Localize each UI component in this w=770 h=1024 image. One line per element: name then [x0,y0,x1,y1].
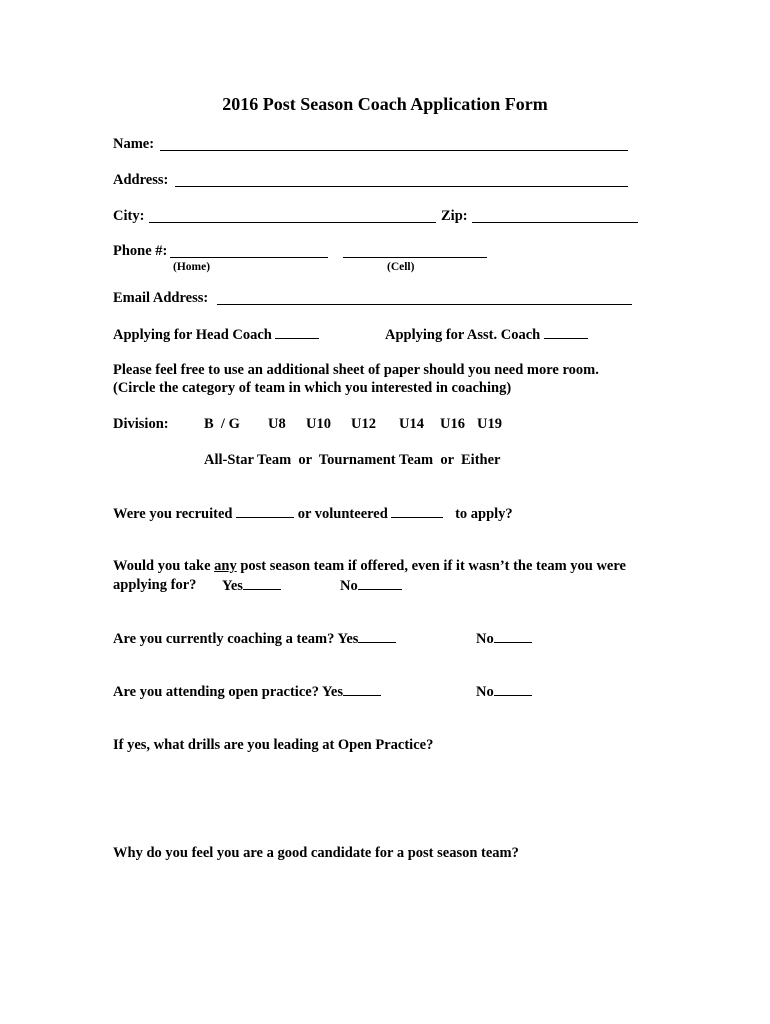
head-coach-label: Applying for Head Coach [113,326,319,344]
email-field[interactable] [217,304,632,305]
phone-cell-caption: (Cell) [387,261,415,273]
instruction-line-2: (Circle the category of team in which you interested in coaching) [113,380,512,396]
coaching-no: No [476,630,532,648]
phone-cell-field[interactable] [343,257,487,258]
phone-label: Phone #: [113,243,168,259]
division-age-u14[interactable]: U14 [399,416,424,432]
phone-home-caption: (Home) [173,261,211,273]
head-coach-blank[interactable] [275,326,319,339]
any-team-no-blank[interactable] [358,577,402,590]
recruited-blank[interactable] [236,505,294,518]
zip-label: Zip: [441,208,468,224]
division-age-u16[interactable]: U16 [440,416,465,432]
instruction-line-1: Please feel free to use an additional sheet of paper should you need more room. [113,362,599,378]
practice-no-blank[interactable] [494,683,532,696]
coaching-yes-blank[interactable] [358,630,396,643]
city-label: City: [113,208,145,224]
division-gender[interactable]: B / G [204,416,240,432]
coaching-no-blank[interactable] [494,630,532,643]
name-label: Name: [113,136,155,152]
any-team-yes-blank[interactable] [243,577,281,590]
division-age-u12[interactable]: U12 [351,416,376,432]
coaching-question: Are you currently coaching a team? Yes [113,630,396,648]
team-type-options[interactable]: All-Star Team or Tournament Team or Either [204,452,501,468]
any-team-yes: Yes [222,577,281,595]
form-title: 2016 Post Season Coach Application Form [222,94,548,114]
zip-field[interactable] [472,222,638,223]
any-team-question: Would you take any post season team if offered, even if it wasn’t the team you were [113,558,626,574]
name-field[interactable] [160,150,628,151]
city-field[interactable] [149,222,436,223]
any-team-no: No [340,577,402,595]
address-field[interactable] [175,186,628,187]
volunteered-blank[interactable] [391,505,443,518]
asst-coach-label: Applying for Asst. Coach [385,326,588,344]
division-label: Division: [113,416,169,432]
address-label: Address: [113,172,169,188]
practice-yes-blank[interactable] [343,683,381,696]
practice-no: No [476,683,532,701]
division-age-u19[interactable]: U19 [477,416,502,432]
email-label: Email Address: [113,290,209,306]
any-team-question-cont: applying for? [113,577,197,593]
practice-question: Are you attending open practice? Yes [113,683,381,701]
drills-question: If yes, what drills are you leading at Open Practice? [113,737,434,753]
division-age-u8[interactable]: U8 [268,416,286,432]
candidate-question: Why do you feel you are a good candidate for a post season team? [113,845,519,861]
phone-home-field[interactable] [170,257,328,258]
recruited-question: Were you recruited or volunteered to apply? [113,506,513,522]
division-age-u10[interactable]: U10 [306,416,331,432]
asst-coach-blank[interactable] [544,326,588,339]
